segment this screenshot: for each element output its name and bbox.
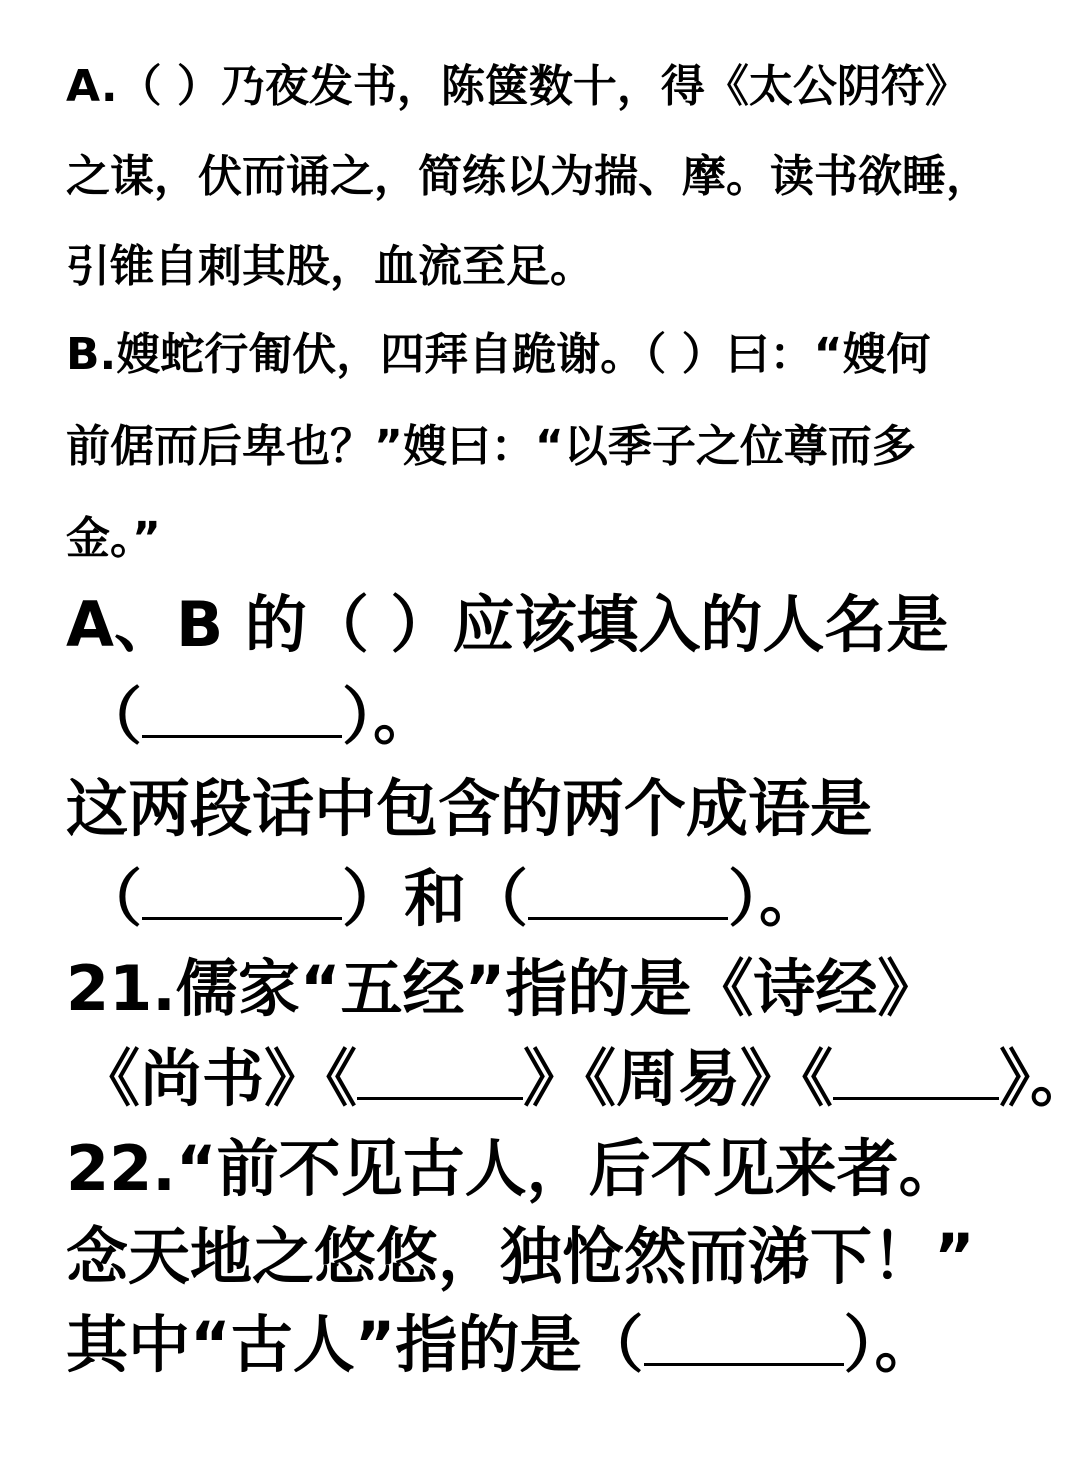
question-21-prompt: 21.儒家“五经”指的是《诗经》 xyxy=(66,952,940,1025)
idiom-1-answer-blank[interactable] xyxy=(142,861,342,920)
question-22-prompt: 其中“古人”指的是（ xyxy=(66,1308,644,1381)
question-22-answer-line xyxy=(66,1304,937,1386)
close-paren: ）。 xyxy=(843,1308,937,1381)
passage-b-line-1: B.嫂蛇行匍伏，四拜自跪谢。（ ）曰：“嫂何 xyxy=(66,329,931,380)
ancients-answer-blank[interactable] xyxy=(644,1307,844,1366)
passage-a-line-3: 引锥自刺其股，血流至足。 xyxy=(66,241,594,292)
book-list-start: 《尚书》《 xyxy=(78,1042,358,1115)
book-list-end: 》。 xyxy=(999,1042,1092,1115)
close-paren: ）。 xyxy=(342,680,436,753)
question-idioms-prompt: 这两段话中包含的两个成语是 xyxy=(66,772,873,845)
passage-a-line-2: 之谋，伏而诵之，简练以为揣、摩。读书欲睡， xyxy=(66,151,990,202)
question-21-answer-line xyxy=(78,1038,1092,1120)
question-name-prompt: A、B 的（ ）应该填入的人名是 xyxy=(66,588,949,661)
passage-b-line-2: 前倨而后卑也？”嫂曰：“以季子之位尊而多 xyxy=(66,421,916,472)
passage-a-line-1: A.（ ）乃夜发书，陈箧数十，得《太公阴符》 xyxy=(66,61,969,112)
passage-b-line-3: 金。” xyxy=(66,513,161,564)
connector: ）和（ xyxy=(342,862,529,935)
open-paren: （ xyxy=(80,862,143,935)
classic-1-answer-blank[interactable] xyxy=(357,1041,523,1100)
close-paren: ）。 xyxy=(728,862,822,935)
name-answer-blank[interactable] xyxy=(142,679,342,738)
idiom-2-answer-blank[interactable] xyxy=(528,861,728,920)
question-22-poem-line-1: 22.“前不见古人，后不见来者。 xyxy=(66,1132,961,1205)
question-22-poem-line-2: 念天地之悠悠，独怆然而涕下！” xyxy=(66,1220,975,1293)
classic-2-answer-blank[interactable] xyxy=(833,1041,999,1100)
book-list-mid: 》《周易》《 xyxy=(523,1042,834,1115)
question-name-answer-line xyxy=(80,676,435,758)
question-idioms-answer-line xyxy=(80,858,821,940)
open-paren: （ xyxy=(80,680,143,753)
